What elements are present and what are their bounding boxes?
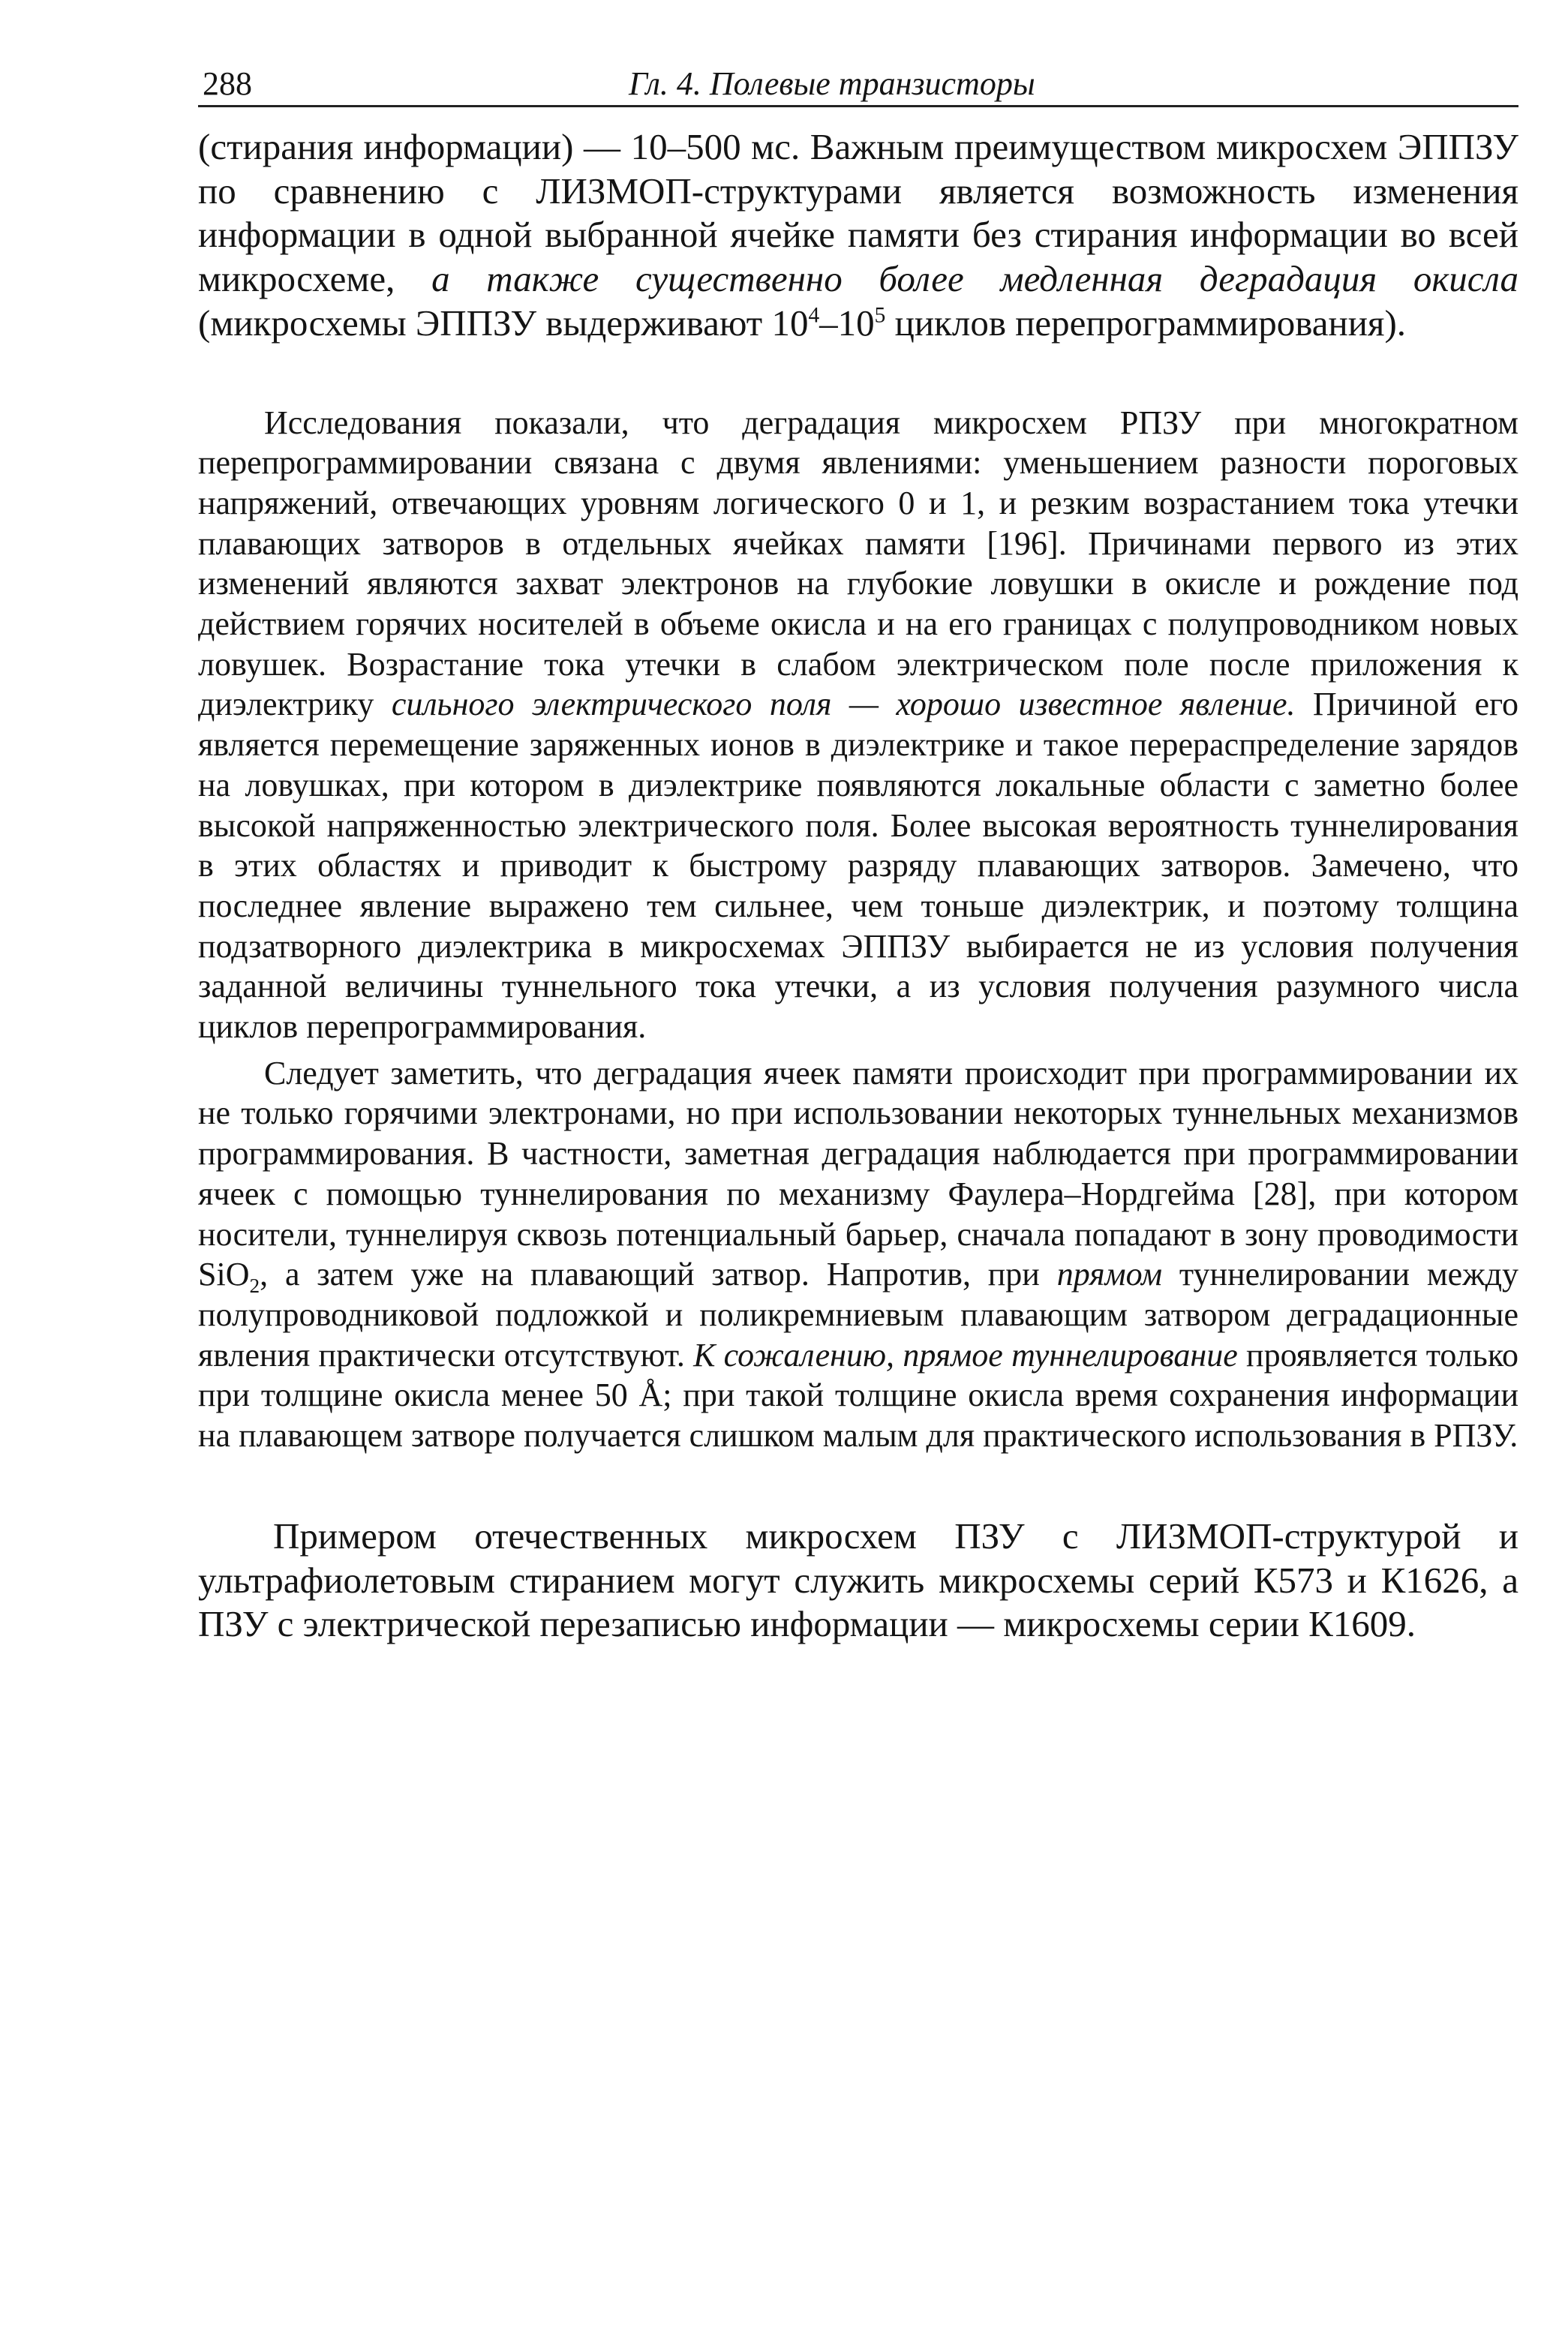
paragraph-3 [198, 1053, 1518, 1456]
paragraph-4 [198, 1515, 1518, 1647]
exponent-4: 4 [808, 303, 820, 328]
paragraph-1-italic: а также существенно более медленная деградация окисла [431, 258, 1518, 300]
paragraph-2 [198, 403, 1518, 1047]
book-page [198, 59, 1518, 1647]
subscript-2: 2 [249, 1275, 260, 1298]
paragraph-3-text-d: туннелировании между полупроводниковой подложкой и поликремниевым плавающим затвором деградационные явления практически отсутствуют. [198, 1256, 1518, 1374]
paragraph-2-text-a: Исследования показали, что деградация микросхем РПЗУ при многократном перепрограммировании связана с двумя явлениями: уменьшением разности пороговых напряжений, отвечающих уровням логического 0 и 1, и резким возрастанием тока утечки плавающих затворов в отдельных ячейках памяти [196]. Причинами первого из этих изменений являются захват электронов на глубокие ловушки в окисле и рождение под действием горячих носителей в объеме окисла и на его границах с полупроводником новых ловушек. Возрастание тока утечки в слабом электрическом поле после приложения к диэлектрику [198, 404, 1518, 723]
paragraph-1-text-a: (стирания информации) — 10–500 мс. Важным преимуществом микросхем ЭППЗУ по сравнению с ЛИЗМОП-структурами является возможность изменения информации в одной выбранной ячейке памяти без стирания информации во всей микросхеме, [198, 126, 1518, 300]
paragraph-3-text-b: , а затем уже на плавающий затвор. Напротив, при [260, 1256, 1057, 1293]
chapter-title: Гл. 4. Полевые транзисторы [629, 65, 1035, 102]
exponent-5: 5 [874, 303, 886, 328]
paragraph-3-text-f: проявляется только при толщине окисла менее 50 Å; при такой толщине окисла время сохранения информации на плавающем затворе получается слишком малым для практического использования в РПЗУ. [198, 1336, 1518, 1455]
paragraph-1 [198, 125, 1518, 346]
page-number: 288 [203, 65, 252, 102]
paragraph-4-text-a: Примером отечественных микросхем ПЗУ с ЛИЗМОП-структурой и ультрафиолетовым стиранием могут служить микросхемы серий К573 и К1626, а ПЗУ с электрической перезаписью информации — микросхемы серии К1609. [198, 1515, 1518, 1645]
paragraph-3-italic-2: К сожалению, прямое туннелирование [693, 1336, 1238, 1374]
paragraph-1-text-e: циклов перепрограммирования). [885, 302, 1407, 344]
paragraph-1-text-c: (микросхемы ЭППЗУ выдерживают 10 [198, 302, 809, 344]
paragraph-2-text-c: Причиной его является перемещение заряженных ионов в диэлектрике и такое перераспределение зарядов на ловушках, при котором в диэлектрике появляются локальные области с заметно более высокой напряженностью электрического поля. Более высокая вероятность туннелирования в этих областях и приводит к быстрому разряду плавающих затворов. Замечено, что последнее явление выражено тем сильнее, чем тоньше диэлектрик, и поэтому толщина подзатворного диэлектрика в микросхемах ЭППЗУ выбирается не из условия получения заданной величины туннельного тока утечки, а из условия получения разумного числа циклов перепрограммирования. [198, 686, 1519, 1046]
paragraph-3-text-a: Следует заметить, что деградация ячеек памяти происходит при программировании их не только горячими электронами, но при использовании некоторых туннельных механизмов программирования. В частности, заметная деградация наблюдается при программировании ячеек с помощью туннелирования по механизму Фаулера–Нордгейма [28], при котором носители, туннелируя сквозь потенциальный барьер, сначала попадают в зону проводимости SiO [198, 1054, 1518, 1293]
paragraph-1-text-d: –10 [819, 302, 875, 344]
paragraph-2-italic: сильного электрического поля — хорошо известное явление. [391, 686, 1296, 723]
running-head [198, 59, 1518, 107]
paragraph-3-italic-1: прямом [1056, 1256, 1163, 1293]
